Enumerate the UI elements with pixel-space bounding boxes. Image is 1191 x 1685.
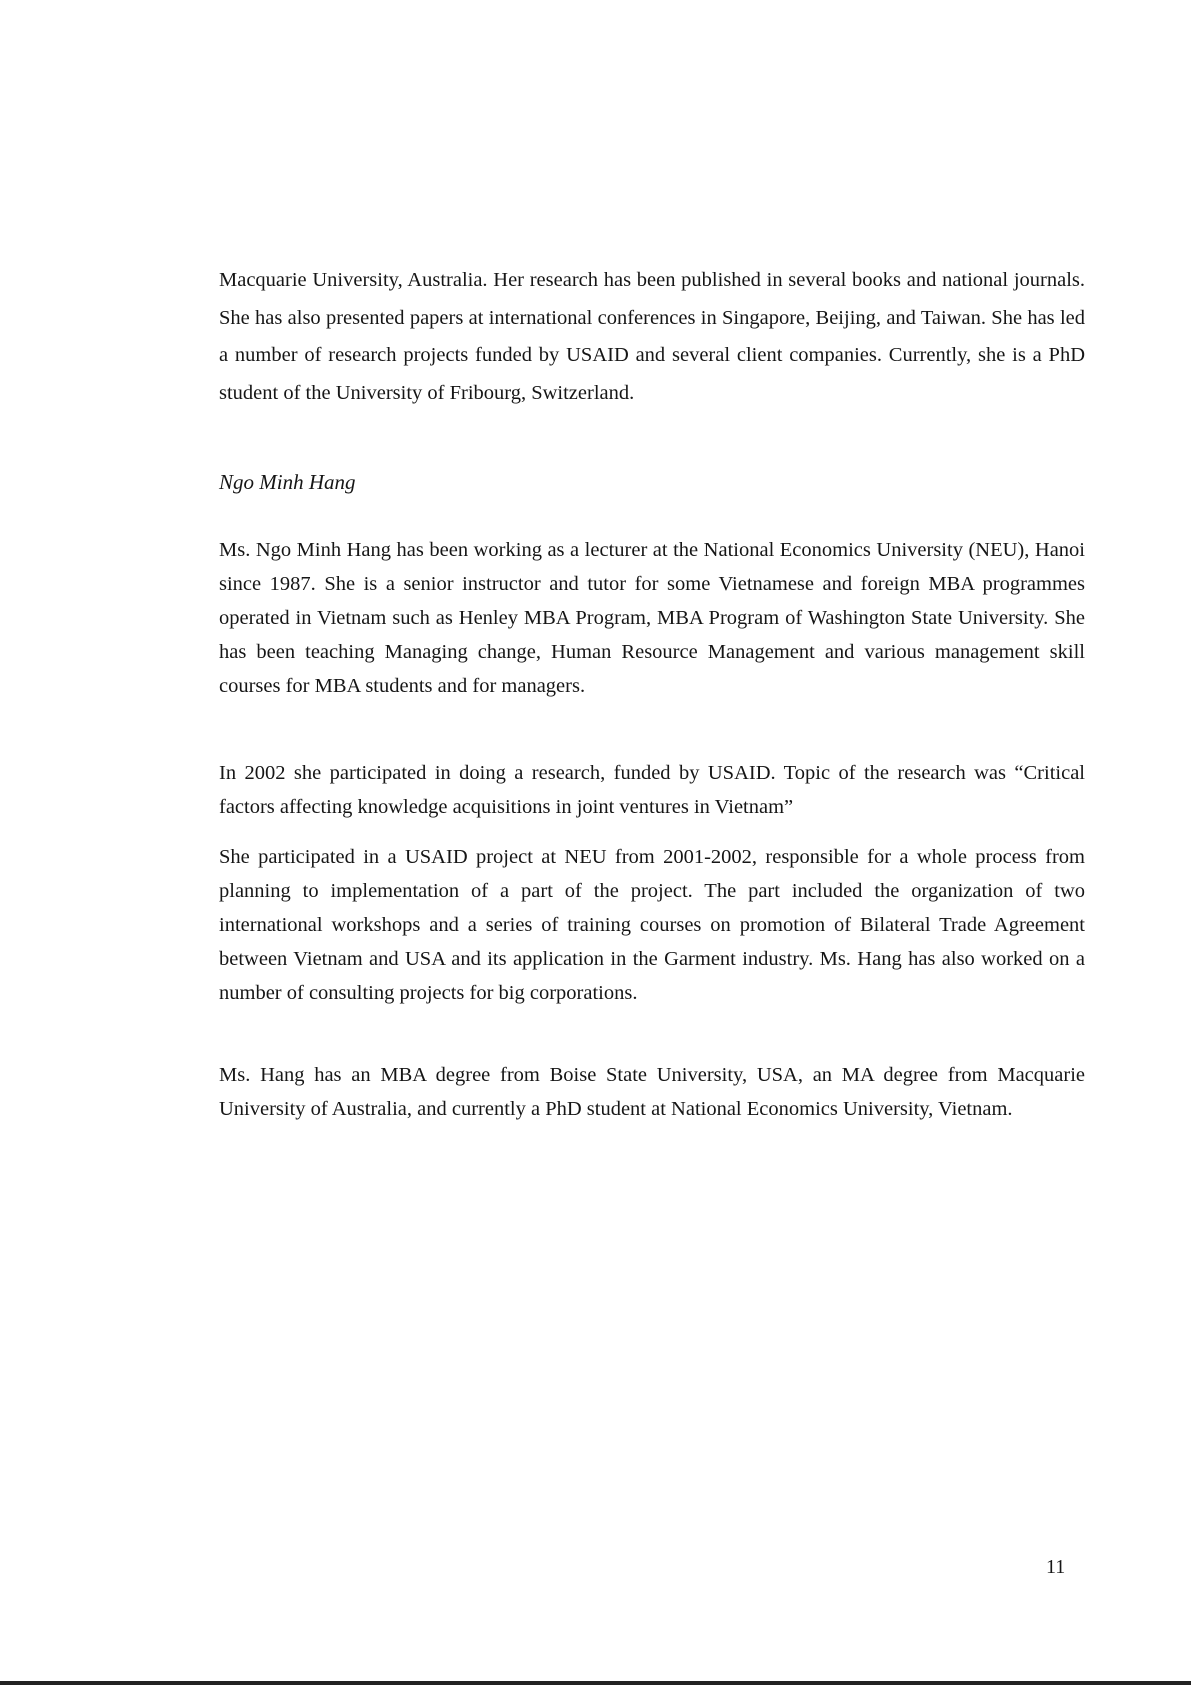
paragraph-research: In 2002 she participated in doing a research, funded by USAID. Topic of the research was “Critical factors affecting knowledge acquisitions in joint ventures in Vietnam” [219,762,1085,818]
section-heading: Ngo Minh Hang [219,470,356,494]
page-number: 11 [1046,1556,1066,1578]
paragraph-bio: Ms. Ngo Minh Hang has been working as a lecturer at the National Economics University (NEU), Hanoi since 1987. She is a senior instructor and tutor for some Vietnamese and foreign MBA programmes operated in Vietnam such as Henley MBA Program, MBA Program of Washington State University. She has been teaching Managing change, Human Resource Management and various management skill courses for MBA students and for managers. [219,539,1085,697]
paragraph-usaid-project: She participated in a USAID project at NEU from 2001-2002, responsible for a whole process from planning to implementation of a part of the project. The part included the organization of two international workshops and a series of training courses on promotion of Bilateral Trade Agreement between Vietnam and USA and its application in the Garment industry. Ms. Hang has also worked on a number of consulting projects for big corporations. [219,846,1085,1004]
bottom-border [0,1681,1191,1685]
paragraph-education: Ms. Hang has an MBA degree from Boise State University, USA, an MA degree from Macquarie University of Australia, and currently a PhD student at National Economics University, Vietnam. [219,1064,1085,1120]
paragraph-intro-continuation: Macquarie University, Australia. Her research has been published in several books and national journals. She has also presented papers at international conferences in Singapore, Beijing, and Taiwan. She has led a number of research projects funded by USAID and several client companies. Currently, she is a PhD student of the University of Fribourg, Switzerland. [219,269,1085,404]
